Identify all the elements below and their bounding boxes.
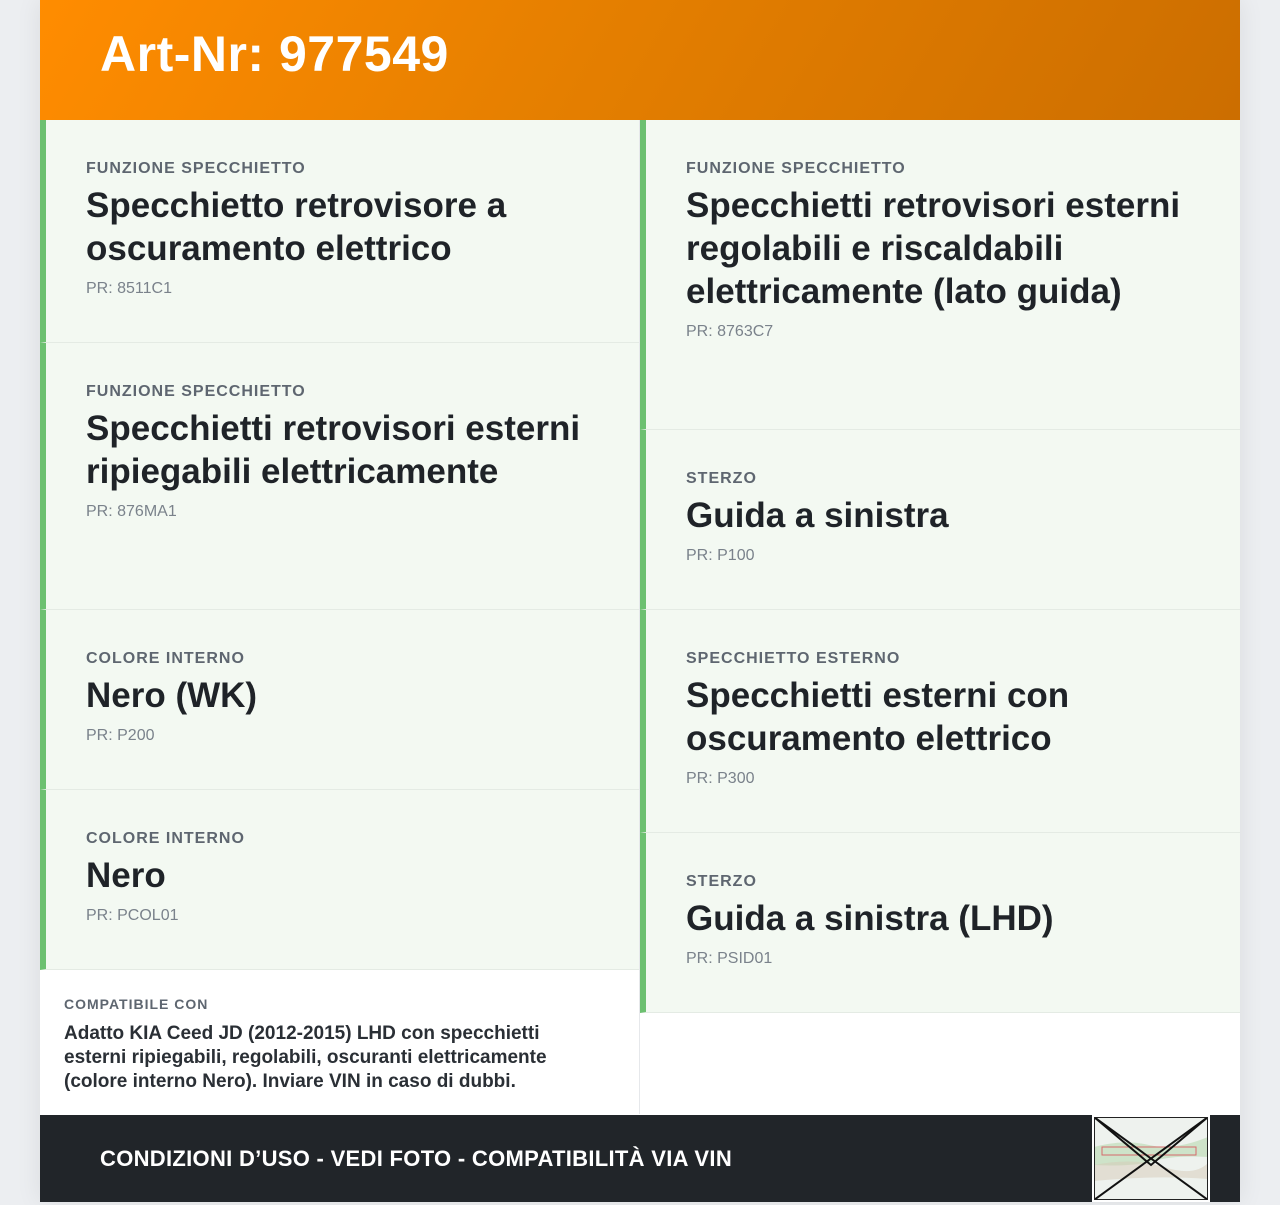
attribute-label: FUNZIONE SPECCHIETTO: [686, 160, 906, 177]
envelope-image-icon[interactable]: [1092, 1115, 1210, 1202]
attribute-card: [40, 343, 639, 610]
attribute-value: Specchietti esterni con oscuramento elettrico: [686, 676, 1070, 758]
attribute-value: Guida a sinistra (LHD): [686, 899, 1054, 938]
footer-bar: [40, 1115, 1240, 1202]
attribute-label: COLORE INTERNO: [86, 650, 245, 667]
pr-code: PR: P300: [686, 770, 755, 787]
attribute-value: Nero (WK): [86, 676, 258, 715]
compatibility-text: Adatto KIA Ceed JD (2012-2015) LHD con specchietti esterni ripiegabili, regolabili, oscuranti elettricamente (colore interno Nero). Inviare VIN in caso di dubbi.: [64, 1023, 547, 1092]
attribute-value: Specchietto retrovisore a oscuramento elettrico: [86, 186, 507, 268]
header-banner: [40, 0, 1240, 120]
pr-code: PR: P200: [86, 727, 155, 744]
attribute-value: Specchietti retrovisori esterni regolabili e riscaldabili elettricamente (lato guida): [686, 186, 1181, 311]
attribute-card: [640, 833, 1240, 1013]
attribute-label: STERZO: [686, 470, 757, 487]
compatibility-section: [40, 970, 639, 1114]
attribute-label: FUNZIONE SPECCHIETTO: [86, 160, 306, 177]
attribute-label: COLORE INTERNO: [86, 830, 245, 847]
pr-code: PR: PSID01: [686, 950, 773, 967]
right-column: [640, 120, 1240, 1114]
attribute-card: [40, 120, 639, 343]
left-column: [40, 120, 640, 1114]
attribute-card: [640, 120, 1240, 430]
attribute-card: [40, 610, 639, 790]
attribute-value: Guida a sinistra: [686, 496, 949, 535]
pr-code: PR: 8511C1: [86, 280, 172, 297]
pr-code: PR: P100: [686, 547, 755, 564]
attribute-value: Nero: [86, 856, 166, 895]
attribute-columns: [40, 120, 1240, 1114]
pr-code: PR: 8763C7: [686, 323, 774, 340]
attribute-card: [640, 430, 1240, 610]
attribute-label: STERZO: [686, 873, 757, 890]
attribute-label: SPECCHIETTO ESTERNO: [686, 650, 901, 667]
envelope-thumbnail-graphic: [1094, 1117, 1208, 1200]
page: [40, 0, 1240, 1202]
attribute-value: Specchietti retrovisori esterni ripiegabili elettricamente: [86, 409, 581, 491]
article-number-title: Art-Nr: 977549: [100, 26, 449, 82]
attribute-card: [40, 790, 639, 970]
pr-code: PR: PCOL01: [86, 907, 179, 924]
attribute-card: [640, 610, 1240, 833]
pr-code: PR: 876MA1: [86, 503, 177, 520]
footer-links[interactable]: CONDIZIONI D’USO - VEDI FOTO - COMPATIBILITÀ VIA VIN: [100, 1145, 733, 1171]
attribute-label: FUNZIONE SPECCHIETTO: [86, 383, 306, 400]
compatibility-label: COMPATIBILE CON: [64, 996, 209, 1012]
